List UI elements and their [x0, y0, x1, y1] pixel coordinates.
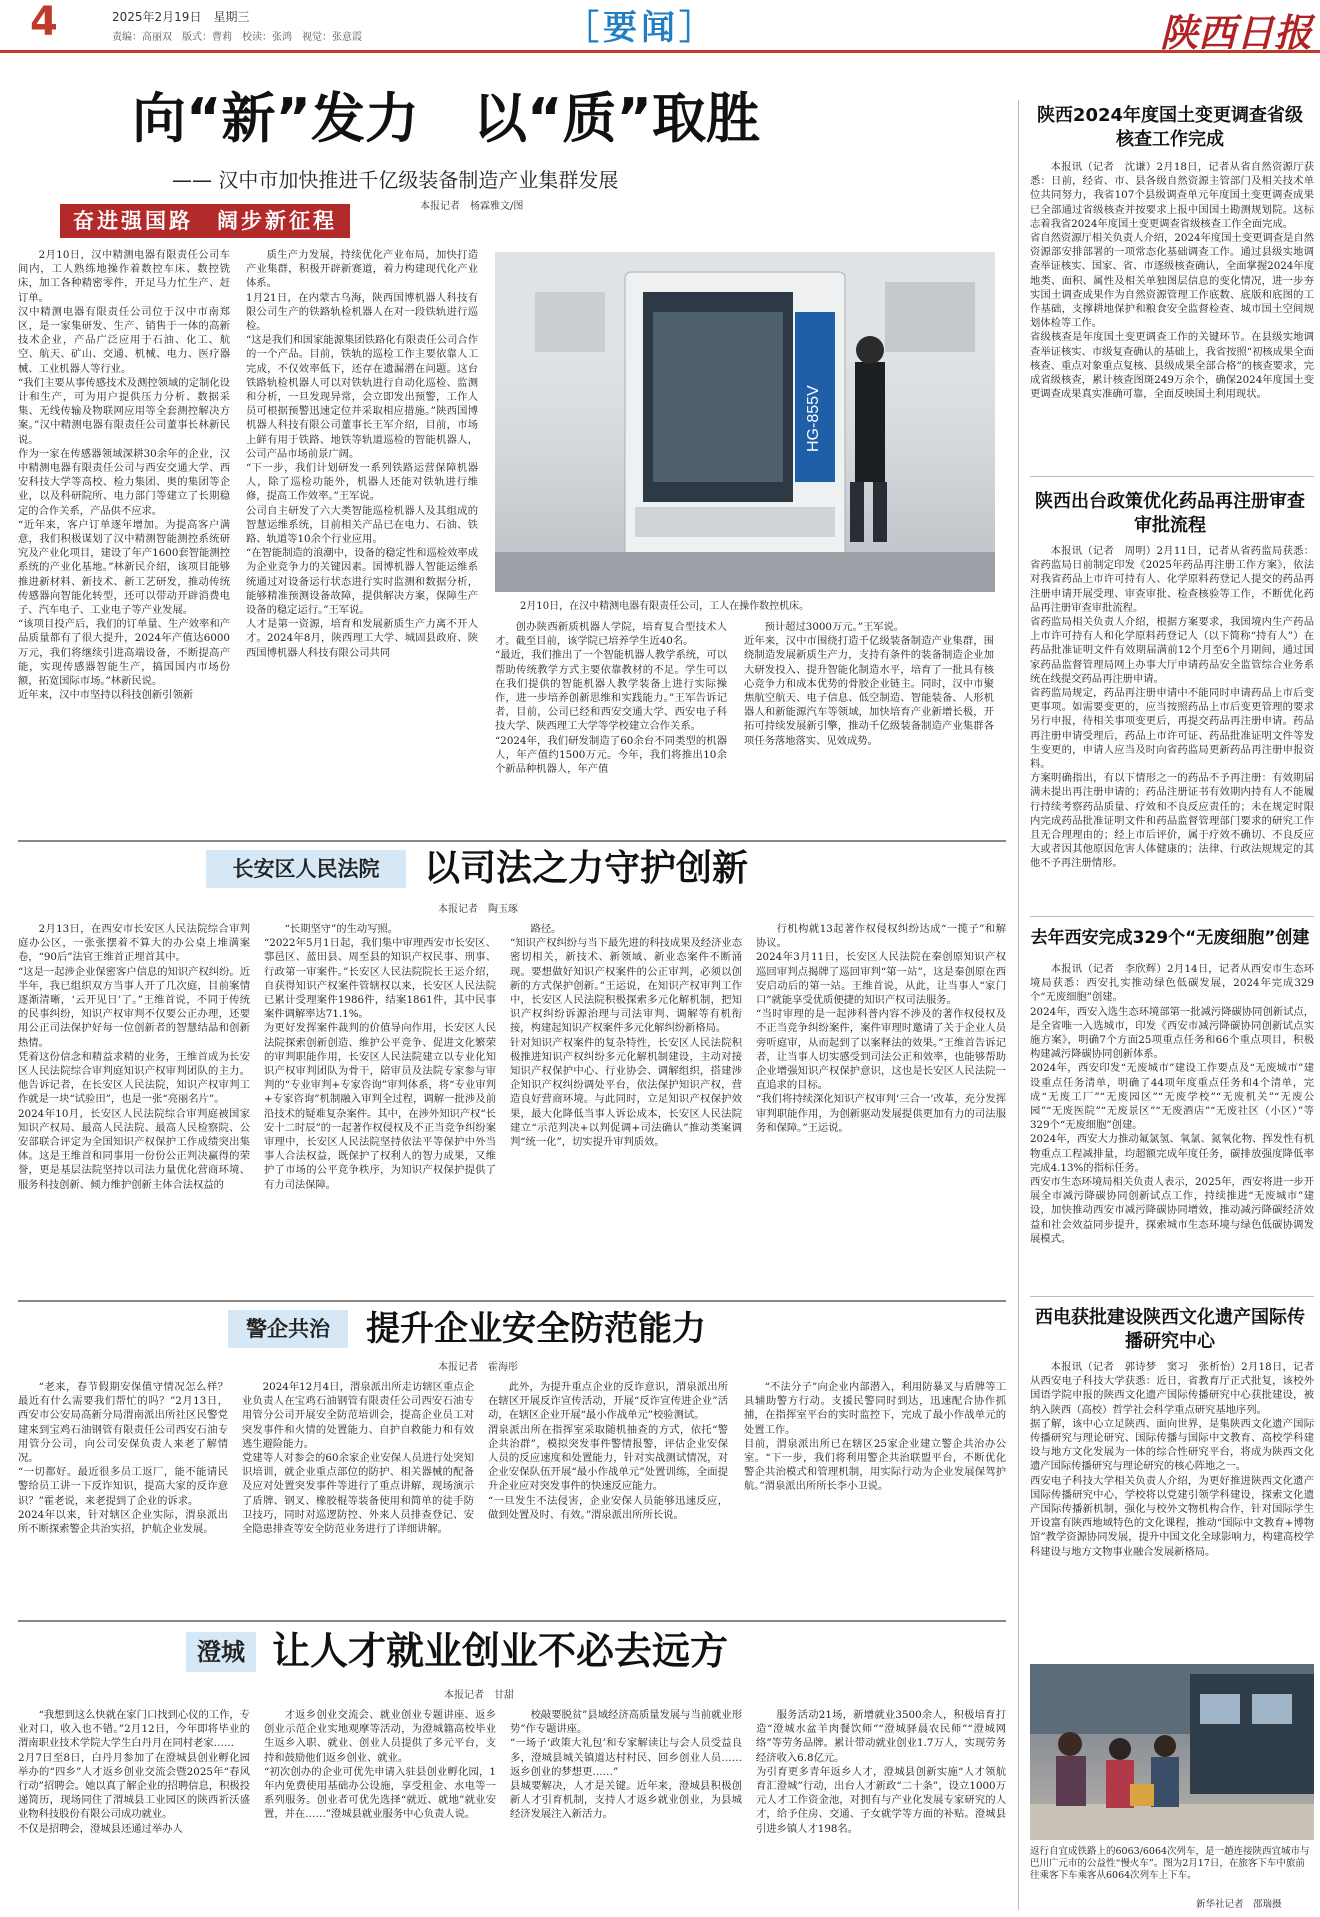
chengcheng-byline: 本报记者 甘甜: [444, 1690, 514, 1701]
police-text-2: 2024年12月4日，渭泉派出所走访辖区重点企业负责人在宝鸡石油钢管有限责任公司西安石油专用管分公司开展安全防范培训会，提高企业员工对突发事件和火情的处置能力、自护自救能力和有效逃生避险能力。 党建等人对参会的60余家企业安保人员进行处突知识培训，就企业重点部位的防护、相关器械的配备及应对处置突发事件等进行了重点讲解，现场演示了盾牌、钢叉、橡胶棍等装备使用和简单的徒手防卫技巧，同时对巡逻防控、外来人员排查登记、安全隐患排查等安全防范业务进行了详细讲解。: [242, 1381, 474, 1536]
court-tag: 长安区人民法院: [206, 850, 406, 888]
court-text-2: “长期坚守”的生动写照。 “2022年5月1日起，我们集中审理西安市长安区、鄠邑区、蓝田县、周至县的知识产权民事、刑事、行政第一审案件。”长安区人民法院院长王运介绍，自获得知识产权案件管辖权以来，长安区人民法院已累计受理案件1986件，结案1861件，其中民事案件调解率达71.1%。 为更好发挥案件裁判的价值导向作用，长安区人民法院探索创新创造、维护公平竞争、促进文化繁荣的审判职能作用，长安区人民法院建立以专业化知识产权审判团队为骨干，陪审员及法院专家参与审判的“专业审判+专家咨询”审判体系，将“专业审判+专家咨询”机制融入审判全过程，调解一批涉及前沿技术的疑难复杂案件。其中，在涉外知识产权“长安十二时辰”的一起著作权侵权及不正当竞争纠纷案审理中，长安区人民法院坚持依法平等保护中外当事人合法权益，既保护了权利人的智力成果，又维护了市场的公平竞争秩序，为知识产权保护提供了有力司法保障。: [264, 923, 496, 1191]
lead-photo: [495, 252, 995, 592]
lead-column-2: [246, 248, 478, 948]
lead-photo-caption: 2月10日，在汉中精测电器有限责任公司，工人在操作数控机床。: [520, 601, 810, 612]
train-station-illustration: [1030, 1664, 1314, 1840]
train-photo-caption: 返行自宜成铁路上的6063/6064次列车，是一趟连接陕西宜城市与巴川广元市的公益性“慢火车”。图为2月17日，在旅客下车中旅前往乘客下车乘客从6064次列车上下车。: [1030, 1846, 1310, 1881]
police-byline: 本报记者 霍海彤: [438, 1362, 518, 1373]
court-text-3: 路径。 “知识产权纠纷与当下最先进的科技成果及经济业态密切相关，新技术、新领域、新业态案件不断涌现。要想做好知识产权案件的公正审判，必须以创新的方式保护创新。”王运说，在知识产权审判工作中，长安区人民法院积极探索多元化解机制，把知识产权纠纷诉源治理与司法审判、调解等有机衔接，构建起知识产权案件多元化解纠纷新格局。 针对知识产权案件的复杂特性，长安区人民法院积极推进知识产权纠纷多元化解机制建设，主动对接知识产权保护中心、行业协会、调解组织，搭建涉企知识产权纠纷调处平台，依法保护知识产权，营造良好营商环境。与此同时，立足知识产权保护效果，最大化降低当事人诉讼成本，长安区人民法院建立“示范判决+以判促调+司法确认”推动类案调判“统一化”，切实提升审判质效。: [510, 923, 742, 1149]
court-byline: 本报记者 陶玉琢: [438, 904, 518, 915]
court-text-4: 行机构就13起著作权侵权纠纷达成“一揽子”和解协议。 2024年3月11日，长安区人民法院在秦创原知识产权巡回审判点揭牌了巡回审判“第一站”，这是秦创原在西安启动后的第一站。王维首说，从此，让当事人“家门口”就能享受优质便捷的知识产权司法服务。 “当时审理的是一起涉科普内容不涉及的著作权侵权及不正当竞争纠纷案件，案件审理时邀请了关于企业人员旁听庭审，从而起到了以案释法的效果。”王维首告诉记者，让当事人切实感受到司法公正和效率，也能够帮助企业增强知识产权保护意识，这也是长安区人民法院一直追求的目标。 “我们将持续深化知识产权审判‘三合一’改革，充分发挥审判职能作用，为创新驱动发展提供更加有力的司法服务和保障。”王运说。: [756, 923, 1006, 1134]
chengcheng-title: 让人才就业创业不必去远方: [272, 1629, 729, 1673]
police-text-1: “老来，春节假期安保值守情况怎么样？最近有什么需要我们帮忙的吗？”2月13日，西安市公安局高新分局渭南派出所社区民警党建来到宝鸡石油钢管有限责任公司西安石油专用管分公司，向公司安保负责人来老了解情况。 “一切都好。最近很多员工返厂，能不能请民警给员工讲一下反诈知识，提高大家的反诈意识？”霍老说，来老提到了企业的诉求。 2024年以来，针对辖区企业实际，渭泉派出所不断探索警企共治实招，护航企业发展。: [18, 1381, 228, 1536]
police-text-4: “不法分子”向企业内部潜入，利用防暴叉与盾牌等工具辅助警方行动。支援民警同时到达，迅速配合协作抓捕，在指挥室平台的实时监控下，完成了最小作战单元的处置工作。 目前，渭泉派出所已在辖区25家企业建立警企共治办公室。“下一步，我们将利用警企共治联盟平台，不断优化警企共治模式和管理机制，用实际行动为企业发展保驾护航。”渭泉派出所所长李小卫说。: [744, 1381, 1006, 1493]
column-divider: [1018, 100, 1019, 1910]
police-text-3: 此外，为提升重点企业的反诈意识，渭泉派出所在辖区开展反诈宣传活动，开展“反诈宣传进企业”活动，在辖区企业开展“最小作战单元”校验测试。 渭泉派出所在指挥室采取随机抽查的方式，依托“警企共治群”，模拟突发事件警情报警，评估企业安保人员的反应速度和处置能力，针对实战测试情况，对企业安保队伍开展“最小作战单元”处置训练，全面提升企业应对突发事件的快速反应能力。 “一旦发生不法侵害，企业安保人员能够迅速反应，做到处置及时、有效。”渭泉派出所所长说。: [488, 1381, 728, 1521]
police-tag: 警企共治: [228, 1310, 348, 1348]
police-column-3: [488, 1380, 728, 1630]
court-title: 以司法之力守护创新: [424, 848, 749, 889]
chengcheng-column-2: [264, 1708, 496, 1913]
chengcheng-text-1: “我想到这么快就在家门口找到心仪的工作，专业对口，收入也不错。”2月12日，今年即将毕业的渭南职业技术学院大学生白丹月在同村老家…… 2月7日至8日，白丹月参加了在澄城县创业孵化园举办的“四乡”人才返乡创业交流会暨2025年“春风行动”招聘会。她以真了解企业的招聘信息，积极投递简历，现场同住了渭城县工业园区的陕西祈沃盛业物科技股份有限公司成功就业。 不仅是招聘会，澄城县还通过举办人: [18, 1709, 250, 1835]
chengcheng-column-3: [510, 1708, 742, 1913]
chengcheng-column-1: [18, 1708, 250, 1913]
side1-text: 本报讯（记者 沈谦）2月18日，记者从省自然资源厅获悉：日前，经省、市、县各级自然资源主管部门及相关技术单位共同努力，我省107个县级调查单元年度国土变更调查成果已全部通过省级核查并按要求上报中国国土勘测规划院。这标志着我省2024年度国土变更调查省级核查工作全面完成。 省自然资源厅相关负责人介绍，2024年度国土变更调查是自然资源部安排部署的一项常态化基础调查工作。通过县级实地调查举证核实、国家、省、市逐级核查确认，全面掌握2024年度地类、面积、属性及相关单独图层信息的变化情况，进一步夯实国土调查成果作为自然资源管理工作底数、底版和底图的工作基础，支撑耕地保护和粮食安全监督检查、城市国土空间规划体检等工作。 省级核查是年度国土变更调查工作的关键环节。在县级实地调查举证核实、市级复查确认的基础上，我省按照“初核成果全面核查、重点对象重点复核、县级成果全部合格”的核查要求，完成省级核查，累计核查图斑249万余个，确保2024年度国土变更调查成果真实准确可靠，全面反映国土利用现状。: [1030, 161, 1314, 401]
side3-text: 本报讯（记者 李欣辉）2月14日，记者从西安市生态环境局获悉：西安扎实推动绿色低碳发展，2024年完成329个“无废细胞”创建。 2024年，西安入选生态环境部第一批减污降碳协同创新试点，是全省唯一入选城市，印发《西安市减污降碳协同创新试点实施方案》，明确7个方面25项重点任务和66个重点项目，积极构建减污降碳协同创新体系。 2024年，西安印发“无废城市”建设工作要点及“无废城市”建设重点任务清单，明确了44项年度重点任务和4个清单，完成“无废工厂”“无废园区”“无废学校”“无废机关”“无废公园”“无废医院”“无废景区”“无废酒店”“无废社区（小区）”等329个“无废细胞”创建。 2024年，西安大力推动氟氯氢、氧氯、氮氧化物、挥发性有机物重点工程减排量，均超额完成年度任务，碳排放强度降低率完成4.13%的指标任务。 西安市生态环境局相关负责人表示，2025年，西安将进一步开展全市减污降碳协同创新试点工作，持续推进“无废城市”建设，加快推动西安市减污降碳协同增效，推动减污降碳经济效益和社会效益同步提升，探索城市生态环境与绿色低碳协调发展模式。: [1030, 963, 1314, 1245]
lead-text-4: 预计超过3000万元。”王军说。 近年来，汉中市围绕打造千亿级装备制造产业集群，围绕制造发展新质生产力，支持有条件的装备制造企业加大研发投入、提升智能化制造水平，培育了一批具有核心竞争力和成本优势的骨胶企业链主。同时，汉中市聚焦航空航天、电子信息、低空制造、智能装备、人形机器人和新能源汽车等领域，加快培育产业新增长极，开拓可持续发展新引擎，推动千亿级装备制造产业集群各项任务落地落实、见效成势。: [744, 621, 994, 747]
lead-subtitle: —— 汉中市加快推进千亿级装备制造产业集群发展: [172, 168, 619, 192]
issue-date: 2025年2月19日 星期三: [112, 10, 250, 24]
lead-text-3: 创办陕西新质机器人学院，培育复合型技术人才。截至目前，该学院已培养学生近40名。 “最近，我们推出了一个智能机器人教学系统，可以帮助传统教学方式主要依靠教材的不足。学生可以在我们提供的智能机器人教学装备上进行实际操作，进一步培养创新思维和实践能力。”王军告诉记者，目前，公司已经和西安交通大学、西安电子科技大学、陕西理工大学等学校建立合作关系。 “2024年，我们研发制造了60余台不同类型的机器人，年产值约1500万元。今年，我们将推出10余个新品种机器人，年产值: [495, 621, 727, 776]
chengcheng-text-4: 服务活动21场，新增就业3500余人，积极培育打造“澄城水盆羊肉餐饮师”“澄城驿晨农民师”“澄城网络”等劳务品牌。累计带动就业创业1.7万人，实现劳务经济收入6.8亿元。 为引育更多青年返乡人才，澄城县创新实施“人才领航育汇澄城”行动，出台人才新政“二十条”，设立1000万元人才工作资金池，对拥有与产业化发展专家研究的人才，给予住房、交通、子女就学等方面的补贴。澄城县引进乡镇人才198名。: [756, 1709, 1006, 1835]
editors-credit: 责编：高丽双 版式：曹莉 校读：张鸿 视觉：张意霞: [112, 32, 362, 43]
lead-banner: 奋进强国路 阔步新征程: [60, 204, 350, 238]
machine-model-label: HG-855V: [805, 385, 822, 452]
chengcheng-text-3: 校敲要脱贫”县域经济高质量发展与当前就业形势”作专题讲座。 “一场子‘政策大礼包’和专家解读让与会人员受益良多，澄城县城关镇道达村村民、回乡创业人员……返乡创业的梦想更……” 县城要解决，人才是关键。近年来，澄城县积极创新人才引育机制，支持人才返乡就业创业，为县城经济发展注入新活力。: [510, 1709, 742, 1821]
side2-text: 本报讯（记者 周明）2月11日，记者从省药监局获悉：省药监局日前制定印发《2025年药品再注册工作方案》，依法对我省药品上市许可持有人、化学原料药登记人提交的药品再注册申请开展受理、审查审批、检查核验等工作，不断优化药品再注册审查审批流程。 省药监局相关负责人介绍，根据方案要求，我国境内生产药品上市许可持有人和化学原料药登记人（以下简称“持有人”）在药品批准证明文件有效期届满前12个月至6个月期间，通过国家药品监督管理局网上办事大厅申请药品安全监管综合业务系统在线提交药品再注册申请。 省药监局规定，药品再注册申请中不能同时申请药品上市后变更事项。如需要变更的，应当按照药品上市后变更管理的要求另行申报，待相关事项变更后，再提交药品再注册申请。药品再注册申请受理后，药品上市许可证、药品批准证明文件等发生变更的，申请人应当及时向省药监局更新药品再注册申报资料。 方案明确指出，有以下情形之一的药品不予再注册：有效期届满未提出再注册申请的；药品注册证书有效期内持有人不能履行持续考察药品质量、疗效和不良反应责任的；未在规定时限内完成药品批准证明文件和药品监督管理部门要求的研究工作且无合理理由的；经上市后评价，属于疗效不确切、不良反应大或者因其他原因危害人体健康的；法律、行政法规规定的其他不予再注册情形。: [1030, 545, 1314, 870]
masthead-logo: 陕西日报: [1160, 10, 1313, 55]
court-column-3: [510, 922, 742, 1320]
side1-body: [1030, 160, 1314, 466]
side-divider: [1030, 1296, 1314, 1297]
police-column-1: [18, 1380, 228, 1630]
police-column-4: [744, 1380, 1006, 1630]
lead-byline: 本报记者 杨霖雅文/图: [420, 201, 524, 212]
side-divider: [1030, 476, 1314, 477]
police-title: 提升企业安全防范能力: [366, 1309, 706, 1349]
court-text-1: 2月13日，在西安市长安区人民法院综合审判庭办公区，一张张摆着不算大的办公桌上堆满案卷，“90后”法官王维首正埋首其中。 “这是一起涉企业保密客户信息的知识产权纠纷。近半年，我已组织双方当事人开了几次庭，目前案情逐渐清晰，‘云开见日’了。”王维首说，不同于传统的民事纠纷，知识产权审判不仅要公正办理，还要用公正司法保护好每一位创新者的智慧结晶和创新热情。 凭着这份信念和精益求精的业务，王维首成为长安区人民法院综合审判庭知识产权审判团队的主力。他告诉记者，在长安区人民法院，知识产权审判工作就是一块“试验田”，也是一张“亮丽名片”。 2024年10月，长安区人民法院综合审判庭被国家知识产权局、最高人民法院、最高人民检察院、公安部联合评定为全国知识产权保护工作成绩突出集体。这是王维首和同事用一份份公正判决赢得的荣誉，更是基层法院坚持以司法力量优化营商环境、服务科技创新、倾力维护创新主体合法权益的: [18, 923, 250, 1191]
court-column-1: [18, 922, 250, 1320]
lead-text-1: 2月10日，汉中精测电器有限责任公司车间内，工人熟练地操作着数控车床、数控铣床，加工各种精密零件，开足马力忙生产、赶订单。 汉中精测电器有限责任公司位于汉中市南郑区，是一家集研发、生产、销售于一体的高新技术企业，产品广泛应用于石油、化工、航空、航天、矿山、交通、机械、电力、医疗器械、工业机器人等行业。 “我们主要从事传感技术及测控领域的定制化设计和生产，可为用户提供压力分析、数据采集、无线传输及物联网应用等全套测控解决方案。”汉中精测电器有限责任公司董事长林新民说。 作为一家在传感器领域深耕30余年的企业，汉中精测电器有限责任公司与西安交通大学、西安科技大学等高校、检力集团、奥的集团等企业，以及科研院所、电力部门等建立了长期稳定的合作关系，产品供不应求。 “近年来，客户订单逐年增加。为提高客户满意，我们积极谋划了汉中精测智能测控系统研究及产业化项目，建设了年产1600套智能测控系统的产业化基地。”林新民介绍，该项目能够推进新材料、新技术、新工艺研发，推动传统传感器向智能化转型，还可以带动开辟消费电子、汽车电子、工业电子等产业发展。 “该项目投产后，我们的订单量、生产效率和产品质量都有了很大提升，2024年产值达6000万元，我们将继续引进高端设备，不断提高产能，实现传感器智能生产，搞国国内市场份额，拓宽国际市场。”林新民说。 近年来，汉中市坚持以科技创新引领新: [18, 249, 230, 702]
court-column-2: [264, 922, 496, 1320]
side4-body: [1030, 1360, 1314, 1650]
lead-column-4: [744, 620, 994, 946]
side2-title: 陕西出台政策优化药品再注册审查审批流程: [1035, 491, 1305, 536]
side3-title: 去年西安完成329个“无废细胞”创建: [1030, 928, 1310, 948]
section-divider: [18, 1300, 1006, 1302]
lead-column-1: [18, 248, 230, 948]
side2-body: [1030, 544, 1314, 906]
section-name: ［要闻］: [565, 8, 717, 48]
side3-body: [1030, 962, 1314, 1288]
court-column-4: [756, 922, 1006, 1320]
side-divider: [1030, 916, 1314, 917]
lead-column-3: [495, 620, 727, 946]
side1-title: 陕西2024年度国土变更调查省级核查工作完成: [1036, 105, 1304, 150]
chengcheng-text-2: 才返乡创业交流会、就业创业专题讲座、返乡创业示范企业实地观摩等活动，为澄城籍高校毕业生返乡入职、就业、创业人员提供了多元平台，支持和鼓励他们返乡创业、就业。 “初次创办的企业可优先申请入驻县创业孵化园，1年内免费使用基础办公设施，享受租金、水电等一系列服务。创业者可优先选择“就近、就地”就业安置，并在……”澄城县就业服务中心负责人说。: [264, 1709, 496, 1821]
lead-title: 向“新”发力 以“质”取胜: [132, 87, 760, 150]
section-divider: [18, 1620, 1006, 1622]
train-photo: [1030, 1664, 1314, 1840]
police-column-2: [242, 1380, 474, 1630]
page-number: 4: [30, 0, 58, 45]
chengcheng-column-4: [756, 1708, 1006, 1913]
cnc-machine-illustration: [495, 252, 995, 592]
side4-title: 西电获批建设陕西文化遗产国际传播研究中心: [1035, 1307, 1305, 1352]
section-divider: [18, 840, 1006, 842]
chengcheng-tag: 澄城: [186, 1632, 256, 1672]
side4-text: 本报讯（记者 郭诗梦 窦习 张析怡）2月18日，记者从西安电子科技大学获悉：近日，省教育厅正式批复，该校外国语学院申报的陕西文化遗产国际传播研究中心获批建设，被纳入陕西（高校）哲学社会科学重点研究基地序列。 据了解，该中心立足陕西、面向世界，是集陕西文化遗产国际传播研究与理论研究、国际传播与国际中文教育、高校学科建设与地方文化发展为一体的综合性研究平台，将成为陕西文化遗产国际传播研究与理论研究的核心阵地之一。 西安电子科技大学相关负责人介绍，为更好推进陕西文化遗产国际传播研究中心，学校将以党建引领学科建设，探索文化遗产国际传播新机制，强化与校外文物机构合作，针对国际学生开设富有陕西地域特色的文化课程，推动“国际中文教育+博物馆”教学资源协同发展，提升中国文化全球影响力，构建高校学科建设与地方文物事业融合发展新格局。: [1030, 1361, 1314, 1558]
lead-text-2: 质生产力发展，持续优化产业布局，加快打造产业集群，积极开辟新赛道，着力构建现代化产业体系。 1月21日，在内蒙古乌海，陕西国博机器人科技有限公司生产的铁路轨检机器人在对一段铁轨进行巡检。 “这是我们和国家能源集团铁路化有限责任公司合作的一个产品。目前，铁轨的巡检工作主要依靠人工完成，不仅效率低下，还存在遗漏潜在问题。这台铁路轨检机器人可以对铁轨进行自动化巡检、监测和分析，一旦发现异常，会立即发出预警，工作人员可根据预警迅速定位并采取相应措施。”陕西国博机器人科技有限公司董事长王军介绍，目前，市场上鲜有用于铁路、地铁等轨道巡检的智能机器人，公司产品市场前景广阔。 “下一步，我们计划研发一系列铁路运营保障机器人，除了巡检功能外，机器人还能对铁轨进行维修，提高工作效率。”王军说。 公司自主研发了六大类智能巡检机器人及其组成的智慧运维系统，目前相关产品已在电力、石油、铁路、轨道等10余个行业应用。 “在智能制造的浪潮中，设备的稳定性和巡检效率成为企业竞争力的关键因素。国博机器人智能运维系统通过对设备运行状态进行实时监测和数据分析，能够精准预测设备故障，提供解决方案，保障生产设备的稳定运行。”王军说。 人才是第一资源，培育和发展新质生产力离不开人才。2024年8月，陕西理工大学、城固县政府、陕西国博机器人科技有限公司共同: [246, 249, 478, 659]
train-photo-credit: 新华社记者 邵瑞摄: [1196, 1899, 1282, 1910]
